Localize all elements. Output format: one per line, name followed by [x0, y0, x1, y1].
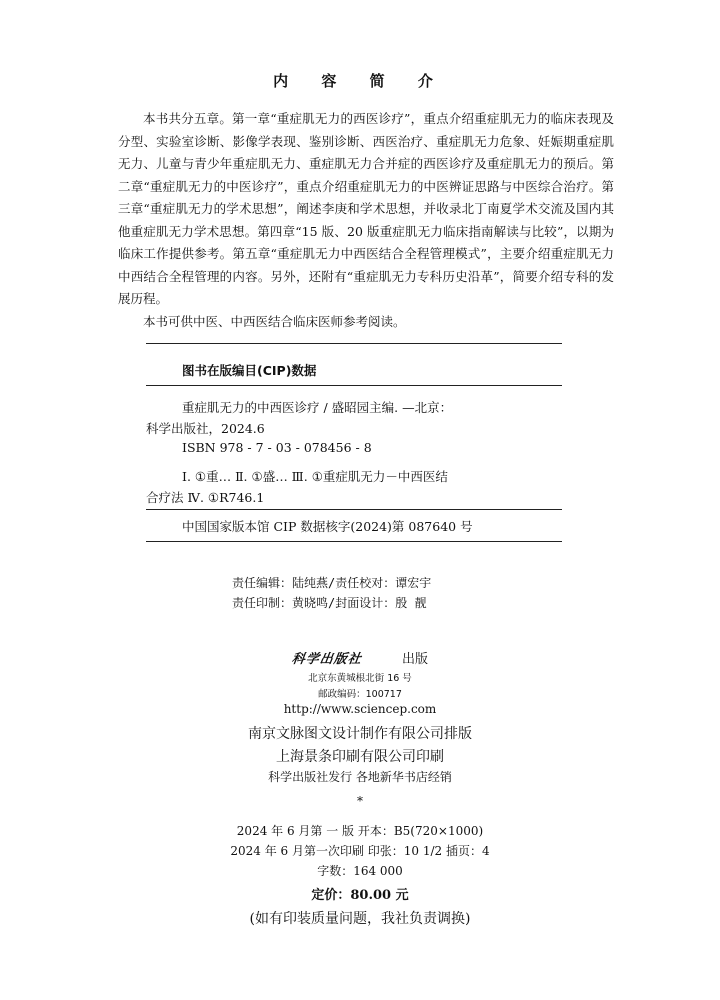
published-label: 出版: [402, 652, 429, 667]
credits-production: 责任印制：黄晓鸣/封面设计：殷 靓: [232, 596, 427, 610]
publisher-address: 北京东黄城根北街 16 号: [308, 673, 412, 684]
separator: *: [357, 794, 363, 808]
cip-block: [146, 343, 562, 541]
quality-note: (如有印装质量问题，我社负责调换): [249, 911, 471, 927]
cip-record-number: 中国国家版本馆 CIP 数据核字(2024)第 087640 号: [182, 519, 473, 534]
distribution: 科学出版社发行 各地新华书店经销: [268, 770, 452, 784]
summary-paragraph: 本书共分五章。第一章“重症肌无力的西医诊疗”，重点介绍重症肌无力的临床表现及分型、实验室诊断、影像学表现、鉴别诊断、西医治疗、重症肌无力危象、妊娠期重症肌无力、儿童与青少年重症肌无力、重症肌无力合并症的西医诊疗及重症肌无力的预后。第二章“重症肌无力的中医诊疗”，重点介绍重症肌无力的中医辨证思路与中医综合治疗。第三章“重症肌无力的学术思想”，阐述李庚和学术思想，并收录北丁南夏学术交流及国内其他重症肌无力学术思想。第四章“15 版、20 版重症肌无力临床指南解读与比较”，以期为临床工作提供参考。第五章“重症肌无力中西医结合全程管理模式”，主要介绍重症肌无力中西结合全程管理的内容。另外，还附有“重症肌无力专科历史沿革”，简要介绍专科的发展历程。: [118, 111, 614, 306]
publisher-postcode: 邮政编码：100717: [318, 689, 402, 700]
cip-top-rule: [146, 343, 562, 344]
publisher-logo: 科学出版社: [290, 652, 363, 667]
cip-heading: 图书在版编目(CIP)数据: [182, 363, 317, 378]
summary-text: [118, 108, 614, 333]
cip-title-line: 重症肌无力的中西医诊疗 / 盛昭园主编. —北京：: [182, 400, 453, 415]
printer: 上海景条印刷有限公司印刷: [276, 749, 444, 765]
cip-classification-cont: 合疗法 Ⅳ. ①R746.1: [146, 490, 265, 505]
cip-publisher-line: 科学出版社，2024.6: [146, 421, 265, 436]
cip-classification: Ⅰ. ①重… Ⅱ. ①盛… Ⅲ. ①重症肌无力－中西医结: [182, 469, 448, 484]
publisher-line: [0, 648, 720, 667]
word-count: 字数：164 000: [317, 864, 403, 878]
summary-audience: 本书可供中医、中西医结合临床医师参考阅读。: [143, 313, 406, 329]
cip-heading-rule: [146, 385, 562, 386]
summary-title: 内 容 简 介: [273, 72, 447, 90]
publisher-website: http://www.sciencep.com: [283, 702, 437, 716]
edition-line: 2024 年 6 月第 一 版 开本：B5(720×1000): [236, 824, 484, 838]
credits-editors: 责任编辑：陆纯燕/责任校对：谭宏宇: [232, 576, 432, 590]
typesetter: 南京文脉图文设计制作有限公司排版: [248, 726, 472, 742]
price: 定价：80.00 元: [311, 888, 409, 903]
cip-record-rule: [146, 509, 562, 510]
cip-bottom-rule: [146, 541, 562, 542]
cip-isbn: ISBN 978 - 7 - 03 - 078456 - 8: [182, 440, 372, 455]
credits: [232, 573, 431, 613]
printing-line: 2024 年 6 月第一次印刷 印张：10 1/2 插页：4: [230, 844, 490, 858]
